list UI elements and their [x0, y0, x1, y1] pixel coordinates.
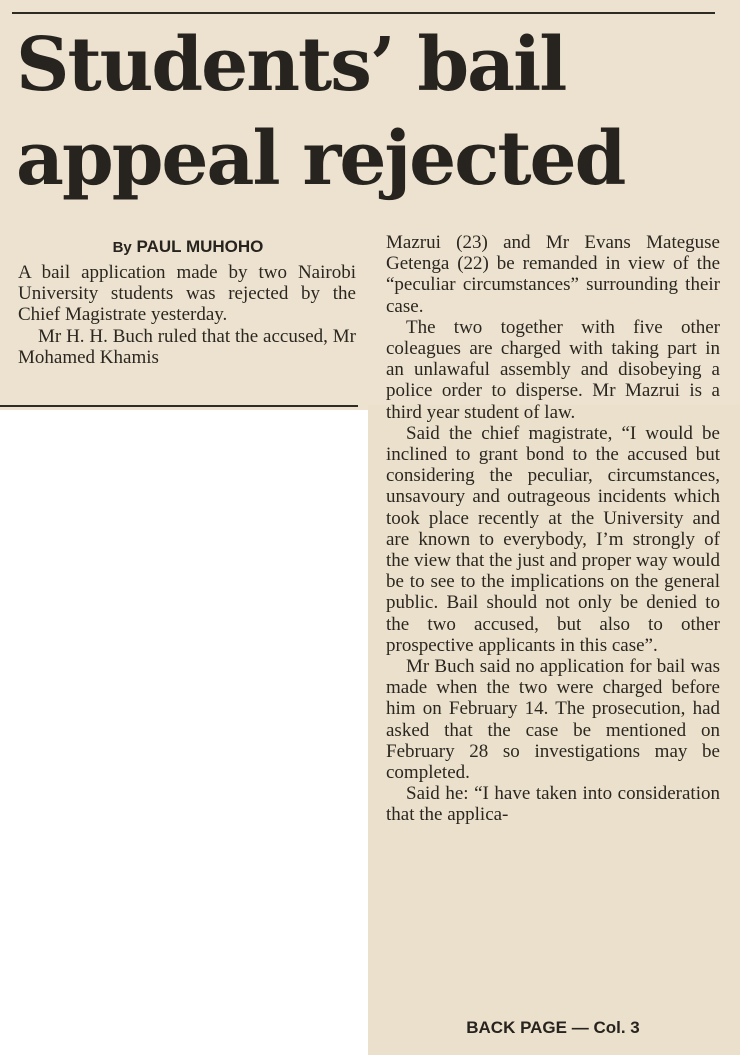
byline — [18, 236, 358, 259]
byline-prefix: By — [112, 239, 132, 256]
left-column — [18, 262, 356, 368]
paragraph: Said the chief magistrate, “I would be inclined to grant bond to the accused but considering the peculiar, circumstances, unsavoury and outrageous incidents which took place recently at the University and are known to everybody, I’m strongly of the view that the just and proper way would be to see to the implications on the general public. Bail should not only be denied to the two accused, but also to other prospective applicants in this case”. — [386, 422, 720, 656]
column-rule — [0, 405, 358, 407]
paragraph: Mr H. H. Buch ruled that the accused, Mr Mohamed Khamis — [18, 325, 356, 368]
headline-line-2: appeal rejected — [16, 116, 625, 202]
top-rule — [12, 12, 715, 14]
byline-author: PAUL MUHOHO — [136, 237, 264, 256]
paragraph: Mr Buch said no application for bail was made when the two were charged before him on February 14. The prosecution, had asked that the case be mentioned on February 28 so investigations may be completed. — [386, 656, 720, 784]
paragraph: Said he: “I have taken into consideration that the applica- — [386, 783, 720, 826]
paragraph: A bail application made by two Nairobi University students was rejected by the Chief Magistrate yesterday. — [18, 262, 356, 326]
paragraph: Mazrui (23) and Mr Evans Mateguse Getenga (22) be remanded in view of the “peculiar circumstances” surrounding their case. — [386, 232, 720, 317]
headline-line-1: Students’ bail — [16, 22, 566, 108]
paragraph: The two together with five other coleagues are charged with taking part in an unlawaful assembly and disobeying a police order to disperse. Mr Mazrui is a third year student of law. — [386, 316, 720, 423]
right-column — [386, 232, 720, 826]
headline — [16, 18, 726, 206]
continuation-note: BACK PAGE — Col. 3 — [466, 1018, 640, 1037]
